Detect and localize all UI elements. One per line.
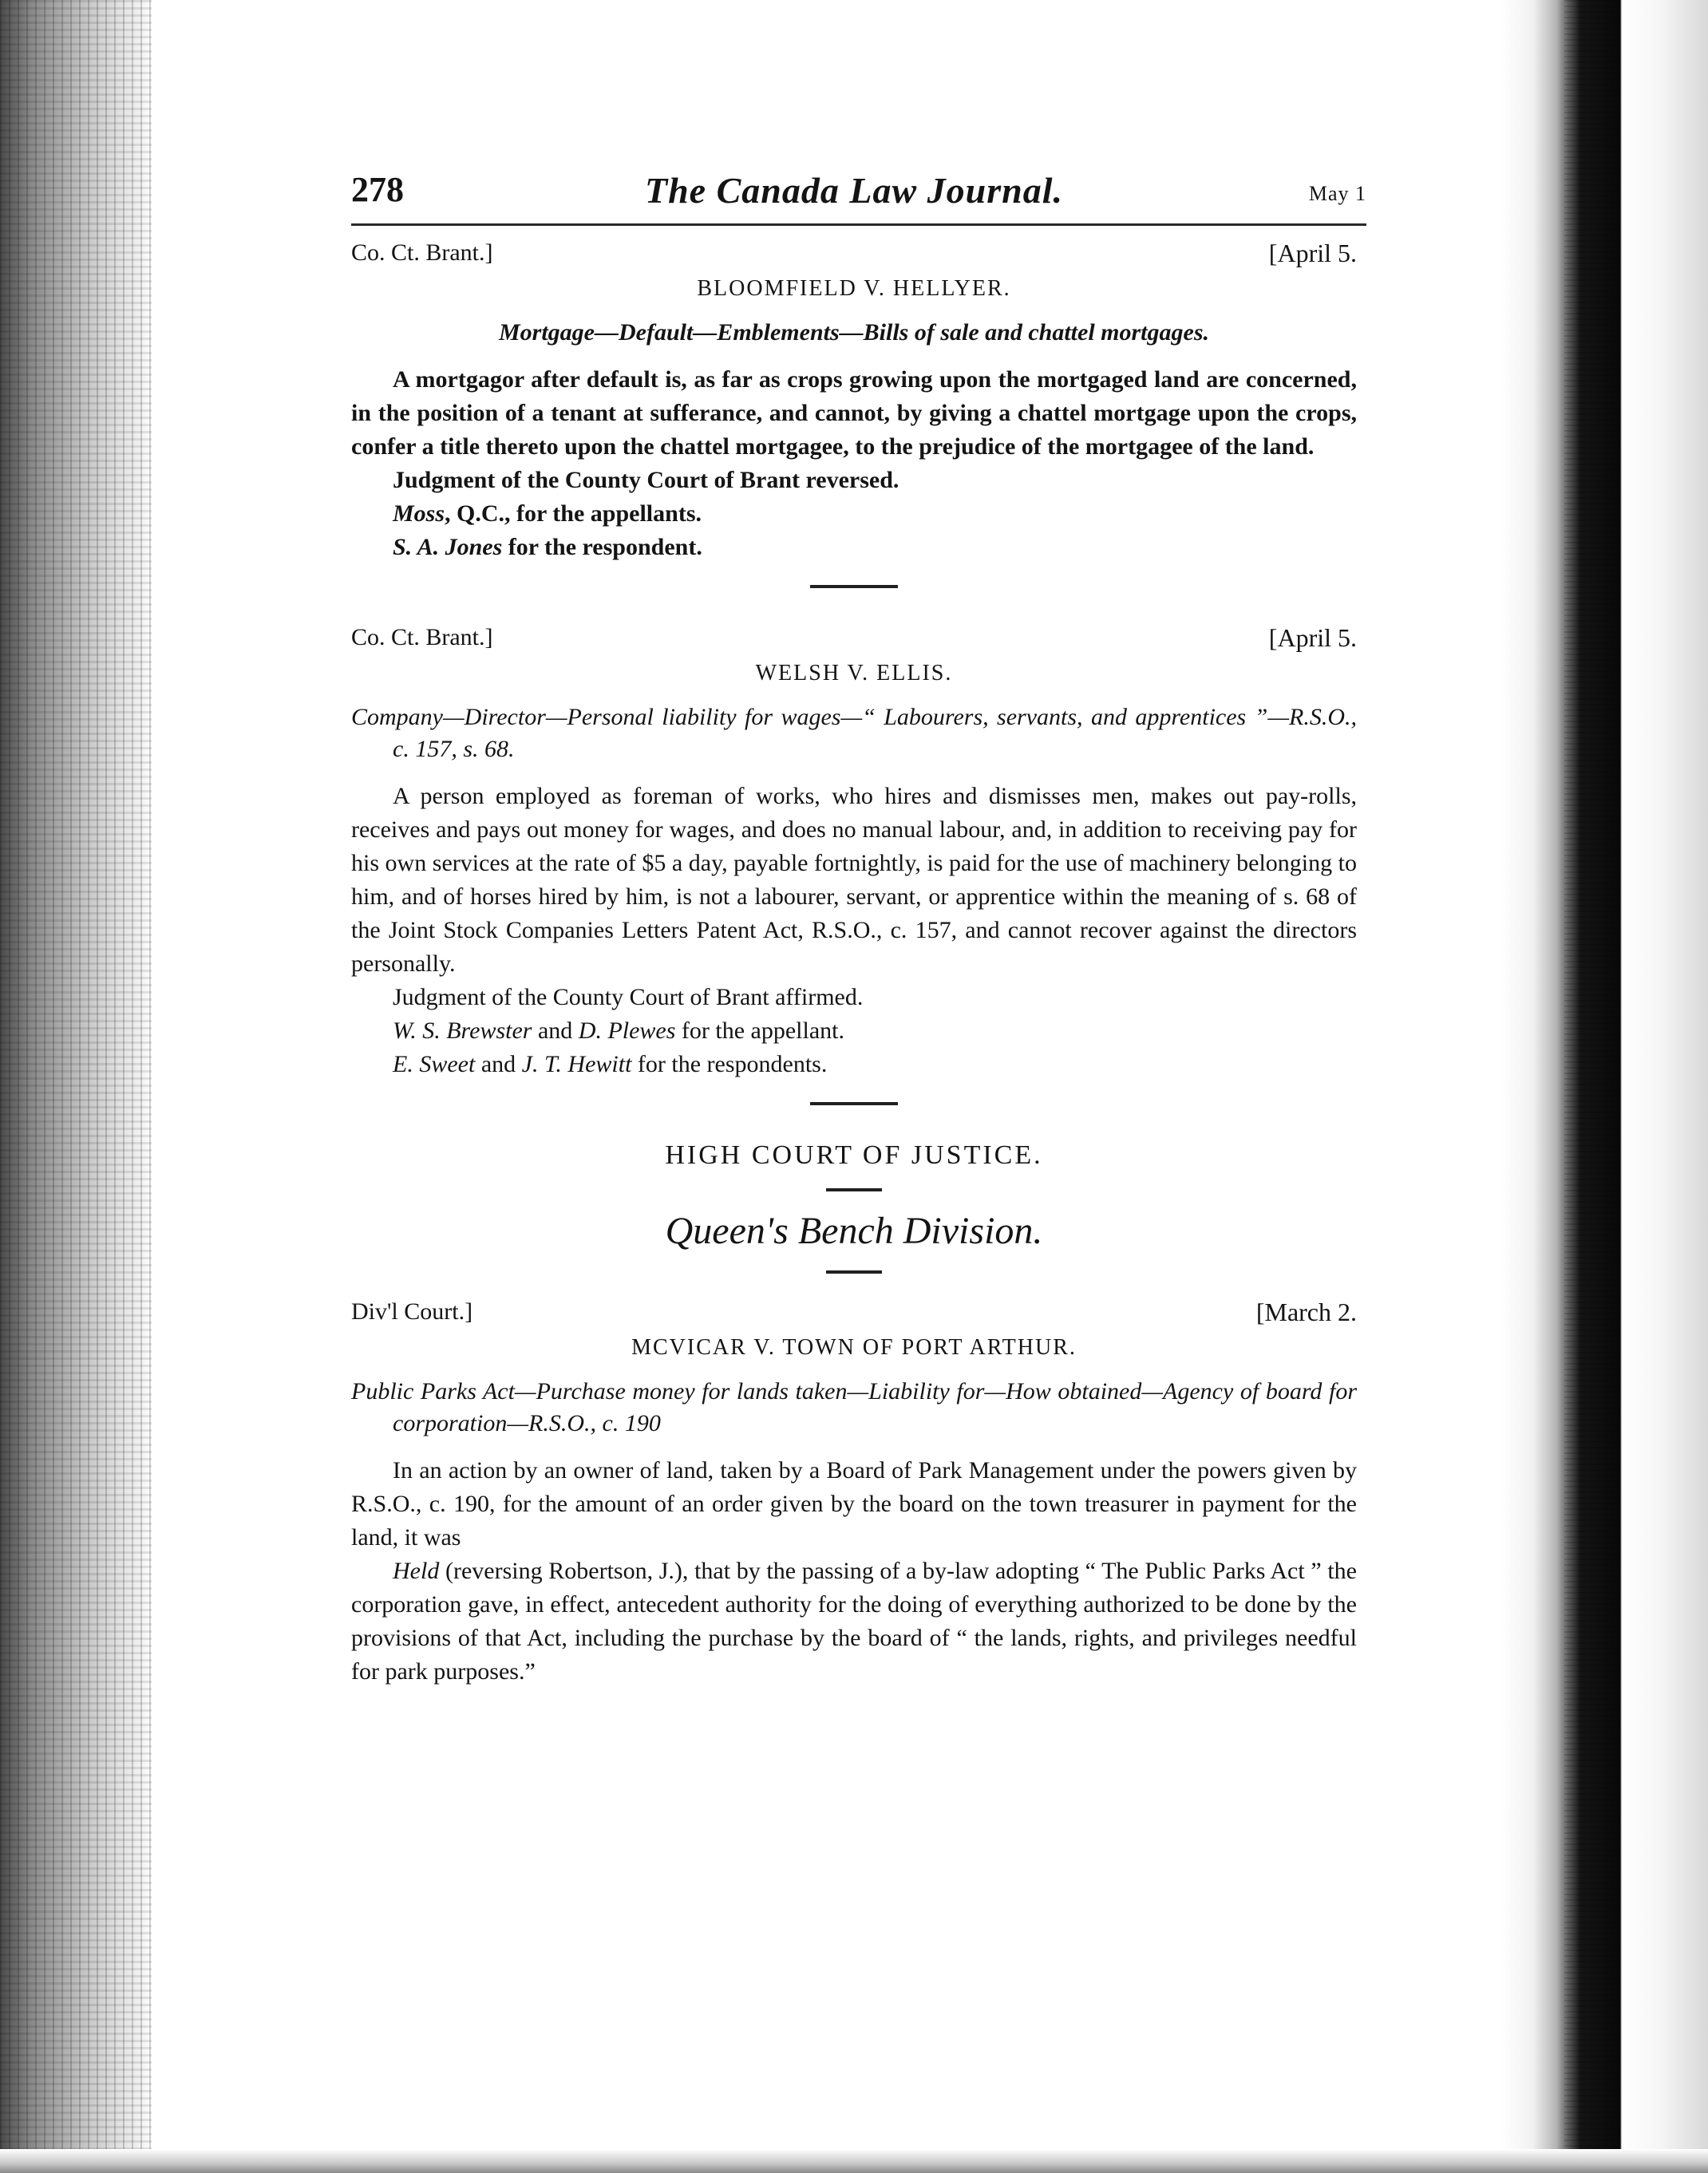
scan-right-noise bbox=[1564, 0, 1620, 2173]
section-divider bbox=[810, 585, 898, 588]
journal-page bbox=[351, 160, 1366, 1689]
counsel-name: Moss bbox=[393, 500, 445, 527]
case-holding: A person employed as foreman of works, who hires and dismisses men, makes out pay-rolls, receives and pays out money for wages, and does no manual labour, and, in addition to receiving pay for his own services at the rate of $5 a day, payable fortnightly, is paid for the use of machinery belonging to him, and of horses hired by him, is not a labourer, servant, or apprentice within the meaning of s. 68 of the Joint Stock Companies Letters Patent Act, R.S.O., c. 157, and cannot recover against the directors personally. bbox=[351, 783, 1357, 977]
counsel-role: for the respondents. bbox=[631, 1051, 828, 1077]
division-heading: Queen's Bench Division. bbox=[665, 1210, 1043, 1252]
counsel-line bbox=[351, 1048, 1357, 1081]
case-name: BLOOMFIELD V. HELLYER. bbox=[697, 276, 1011, 301]
header-rule bbox=[351, 223, 1366, 226]
counsel-conjunction: and bbox=[532, 1017, 579, 1044]
journal-title: The Canada Law Journal. bbox=[645, 170, 1063, 211]
case-court: Div'l Court.] bbox=[351, 1298, 473, 1325]
case-date: [March 2. bbox=[1255, 1298, 1357, 1326]
case-court: Co. Ct. Brant.] bbox=[351, 239, 493, 266]
held-label: Held bbox=[393, 1558, 440, 1584]
case-judgment: Judgment of the County Court of Brant affirmed. bbox=[393, 984, 864, 1010]
case-name: WELSH V. ELLIS. bbox=[755, 661, 953, 685]
section-divider bbox=[826, 1188, 882, 1191]
case-court-line bbox=[351, 239, 1357, 271]
issue-date: May 1 bbox=[1308, 182, 1366, 205]
case-date: [April 5. bbox=[1268, 623, 1357, 652]
case-name: MCVICAR V. TOWN OF PORT ARTHUR. bbox=[631, 1335, 1077, 1360]
running-head bbox=[351, 160, 1366, 223]
counsel-line bbox=[351, 531, 1357, 564]
page-number: 278 bbox=[351, 170, 404, 209]
case-judgment: Judgment of the County Court of Brant reversed. bbox=[393, 467, 899, 493]
case-welsh bbox=[351, 623, 1357, 1081]
case-headnote: Public Parks Act—Purchase money for lands taken—Liability for—How obtained—Agency of board for corporation—R.S.O., c. 190 bbox=[351, 1378, 1357, 1436]
counsel-role: , Q.C., for the appellants. bbox=[445, 500, 702, 527]
counsel-line bbox=[351, 497, 1357, 531]
counsel-name: S. A. Jones bbox=[393, 534, 503, 560]
counsel-line bbox=[351, 1014, 1357, 1048]
held-text: (reversing Robertson, J.), that by the passing of a by-law adopting “ The Public Parks Act ” the corporation gave, in effect, antecedent authority for the doing of everything authorized to be done by the provisions of that Act, including the purchase by the board of “ the lands, rights, and privileges needful for park purposes.” bbox=[351, 1558, 1357, 1685]
case-court: Co. Ct. Brant.] bbox=[351, 624, 493, 650]
case-date: [April 5. bbox=[1268, 239, 1357, 267]
case-headnote: Mortgage—Default—Emblements—Bills of sale and chattel mortgages. bbox=[498, 319, 1209, 346]
case-mcvicar bbox=[351, 1298, 1357, 1689]
section-divider bbox=[810, 1102, 898, 1105]
counsel-name: E. Sweet bbox=[393, 1051, 476, 1077]
case-holding: A mortgagor after default is, as far as crops growing upon the mortgaged land are concerned, in the position of a tenant at sufferance, and cannot, by giving a chattel mortgage upon the crops, confer a title thereto upon the chattel mortgagee, to the prejudice of the mortgagee of the land. bbox=[351, 366, 1357, 460]
case-facts: In an action by an owner of land, taken by a Board of Park Management under the powers given by R.S.O., c. 190, for the amount of an order given by the board on the town treasurer in payment for the land, it was bbox=[351, 1457, 1357, 1551]
case-court-line bbox=[351, 623, 1357, 655]
counsel-role: for the respondent. bbox=[502, 534, 702, 560]
case-bloomfield bbox=[351, 239, 1357, 564]
counsel-name: J. T. Hewitt bbox=[521, 1051, 632, 1077]
section-divider bbox=[826, 1270, 882, 1274]
case-headnote: Company—Director—Personal liability for wages—“ Labourers, servants, and apprentices ”—R.S.O., c. 157, s. 68. bbox=[351, 704, 1357, 762]
case-held bbox=[351, 1555, 1357, 1689]
scan-bottom-edge bbox=[0, 2149, 1708, 2173]
counsel-name: W. S. Brewster bbox=[393, 1017, 532, 1044]
counsel-name: D. Plewes bbox=[578, 1017, 676, 1044]
court-heading: HIGH COURT OF JUSTICE. bbox=[665, 1140, 1043, 1170]
counsel-role: for the appellant. bbox=[675, 1017, 845, 1044]
case-court-line bbox=[351, 1298, 1357, 1329]
scan-left-edge bbox=[0, 0, 152, 2173]
counsel-conjunction: and bbox=[475, 1051, 522, 1077]
